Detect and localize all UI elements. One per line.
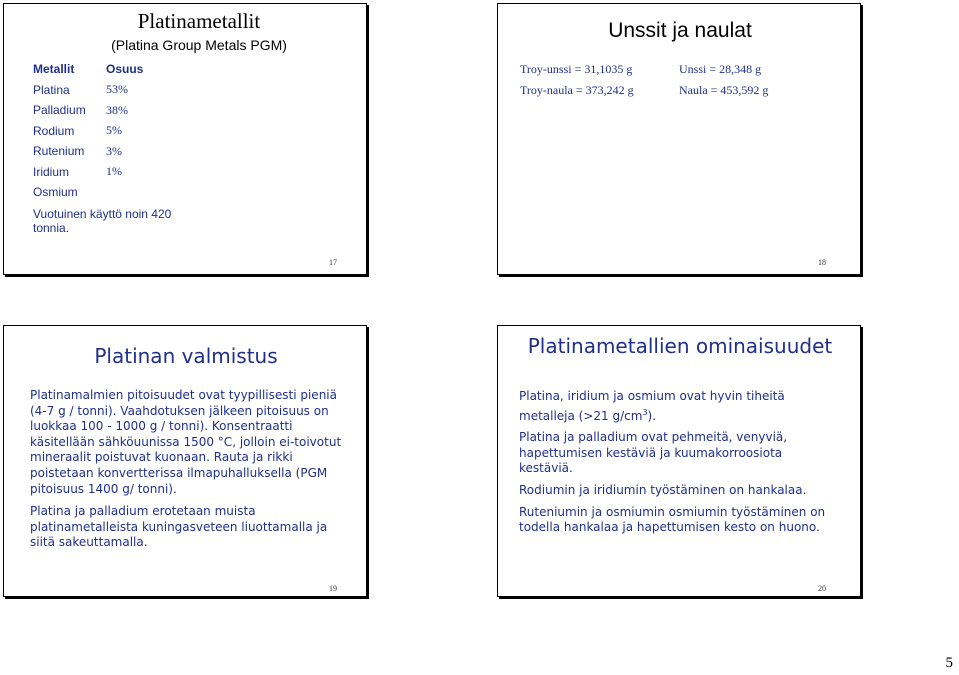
metal-share: 1% xyxy=(106,164,122,179)
metal-share xyxy=(106,182,143,203)
metal-share: 53% xyxy=(106,82,128,97)
superscript: 3 xyxy=(642,407,648,417)
page-number: 5 xyxy=(945,655,953,671)
table-row xyxy=(33,121,143,142)
slide-number: 18 xyxy=(818,258,826,267)
table-row xyxy=(33,141,143,162)
metal-name: Osmium xyxy=(33,185,78,200)
paragraph-text: Platina, iridium ja osmium ovat hyvin tiheitä metalleja (>21 g/cm xyxy=(519,389,785,423)
slide-title: Platinan valmistus xyxy=(94,344,278,368)
slide-subtitle: (Platina Group Metals PGM) xyxy=(111,37,287,53)
slide-title: Platinametallit xyxy=(137,9,261,33)
slide-20 xyxy=(497,325,861,597)
table-row xyxy=(33,182,143,203)
metal-name: Rutenium xyxy=(33,144,85,159)
unit-troy-pound: Troy-naula = 373,242 g xyxy=(520,83,634,97)
paragraph: Rodiumin ja iridiumin työstäminen on hankalaa. xyxy=(519,482,807,497)
table-row xyxy=(33,80,143,101)
slide-title: Platinametallien ominaisuudet xyxy=(527,334,833,358)
metal-name: Rodium xyxy=(33,123,75,138)
unit-troy-ounce: Troy-unssi = 31,1035 g xyxy=(520,62,633,76)
slide-number: 20 xyxy=(818,584,826,593)
paragraph: Ruteniumin ja osmiumin osmiumin työstäminen on todella hankalaa ja hapettumisen kesto on huono. xyxy=(519,504,826,535)
metal-share: 3% xyxy=(106,143,122,158)
metal-share: 5% xyxy=(106,123,122,138)
slide-title: Unssit ja naulat xyxy=(608,19,752,42)
table-row xyxy=(33,100,143,121)
metal-share-table xyxy=(33,59,143,203)
metal-name: Palladium xyxy=(33,103,86,118)
metal-name: Iridium xyxy=(33,164,70,179)
slide-number: 19 xyxy=(329,584,337,593)
slide-18 xyxy=(497,3,861,275)
header-metal: Metallit xyxy=(33,62,75,77)
paragraph-end: ). xyxy=(647,408,657,423)
paragraph: Platina ja palladium ovat pehmeitä, venyviä, hapettumisen kestäviä ja kuumakorroosiota kestäviä. xyxy=(519,430,788,476)
usage-note: Vuotuinen käyttö noin 420 tonnia. xyxy=(33,207,172,235)
unit-ounce: Unssi = 28,348 g xyxy=(679,62,762,76)
paragraph: Platinamalmien pitoisuudet ovat tyypillisesti pieniä (4-7 g / tonni). Vaahdotuksen jälkeen pitoisuus on luokkaa 100 - 1000 g / tonni). Konsentraatti käsitellään sähköuunissa 1500 °C, jolloin ei-toivotut mineraalit poistuvat kuonaan. Rauta ja rikki poistetaan konvertterissa ilmapuhalluksella (PGM pitoisuus 1400 g/ tonni). xyxy=(30,388,342,496)
slide-19 xyxy=(3,325,367,597)
header-share: Osuus xyxy=(106,62,144,77)
paragraph: Platina ja palladium erotetaan muista platinametalleista kuningasveteen liuottamalla ja siitä sakeuttamalla. xyxy=(30,504,328,550)
metal-share: 38% xyxy=(106,102,128,117)
table-header-row xyxy=(33,59,143,80)
slide-body xyxy=(30,388,350,558)
metal-name: Platina xyxy=(33,82,70,97)
slide-number: 17 xyxy=(329,258,337,267)
paragraph xyxy=(519,389,839,424)
slide-17 xyxy=(3,3,367,275)
unit-pound: Naula = 453,592 g xyxy=(679,83,769,97)
table-row xyxy=(33,162,143,183)
slide-body xyxy=(519,389,839,542)
